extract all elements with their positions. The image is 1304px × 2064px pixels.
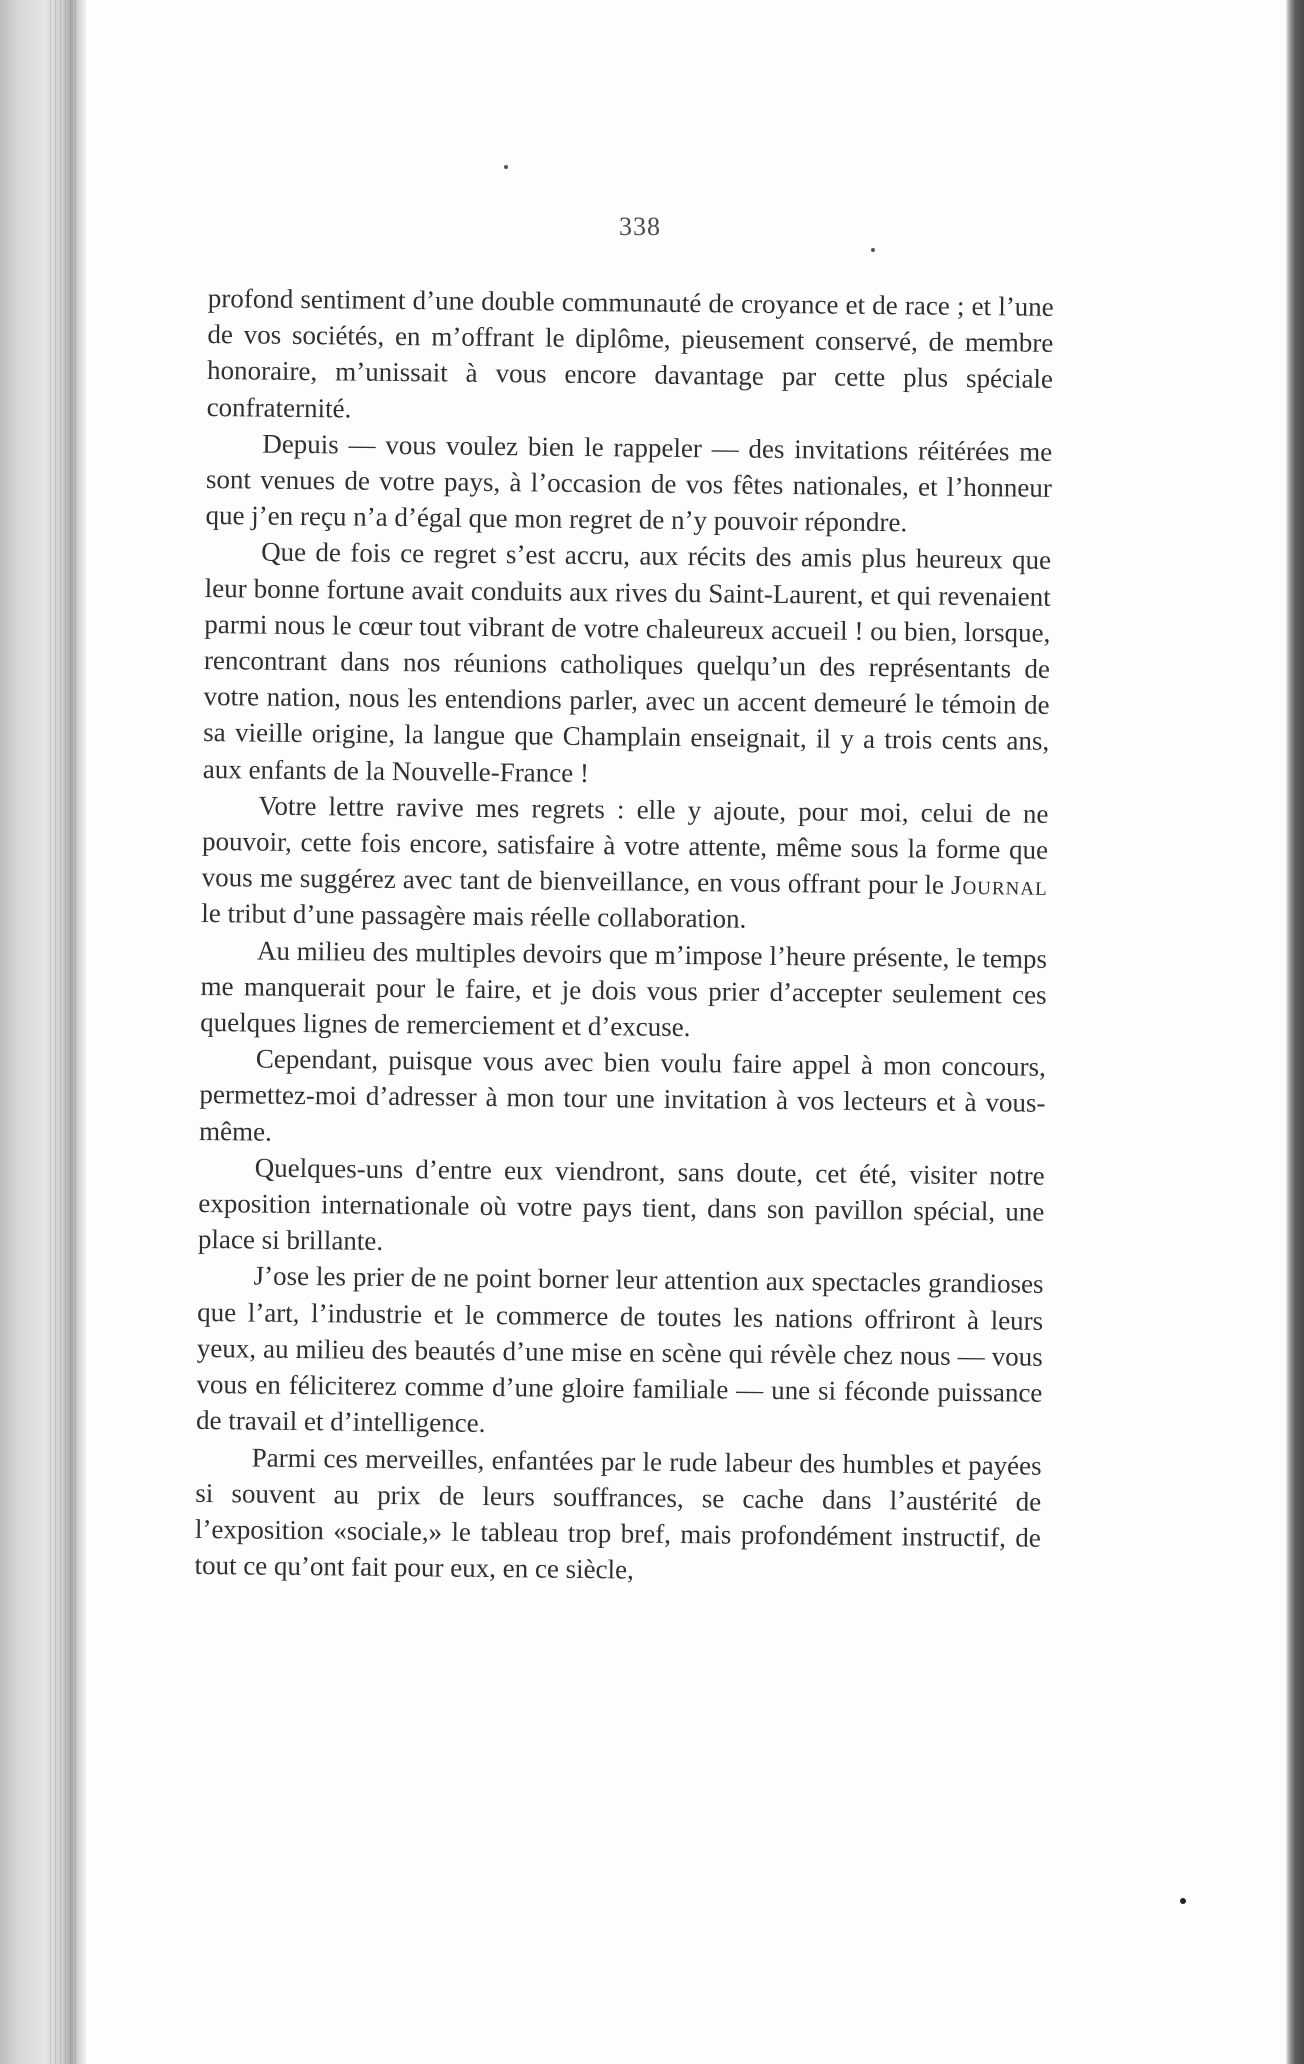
paragraph bbox=[201, 787, 1048, 941]
speck-mark bbox=[504, 165, 508, 169]
paragraph: profond sentiment d’une double communauté de croyance et de race ; et l’une de vos sociétés, en m’offrant le diplôme, pieusement conservé, de membre honoraire, m’unissait à vous encore davantage par cette plus spéciale confraternité. bbox=[206, 282, 1054, 424]
paragraph-text-before: Votre lettre ravive mes regrets : elle y ajoute, pour moi, celui de ne pouvoir, cette fois encore, satisfaire à votre attente, même sous la forme que vous me suggérez avec tant de bienveillance, en vous offrant pour le bbox=[201, 790, 1049, 901]
paragraph-text-after: le tribut d’une passagère mais réelle collaboration. bbox=[201, 898, 747, 935]
page-edge-shadow bbox=[1286, 0, 1304, 2064]
body-text bbox=[194, 280, 1054, 1592]
paragraph: Que de fois ce regret s’est accru, aux récits des amis plus heureux que leur bonne fortune avait conduits aux rives du Saint-Laurent, et qui revenaient parmi nous le cœur tout vibrant de votre chaleureux accueil ! ou bien, lorsque, rencontrant dans nos réunions catholiques quelqu’un des représentants de votre nation, nous les entendions parler, avec un accent demeuré le témoin de sa vieille origine, la langue que Champlain enseignait, il y a trois cents ans, aux enfants de la Nouvelle-France ! bbox=[202, 536, 1052, 788]
binding-edge-lines bbox=[50, 0, 76, 2064]
paragraph: J’ose les prier de ne point borner leur attention aux spectacles grandioses que l’art, l’industrie et le commerce de toutes les nations offriront à leurs yeux, au milieu des beautés d’une mise en scène qui révèle chez nous — vous vous en féliciterez comme d’une gloire familiale — une si féconde puissance de travail et d’intelligence. bbox=[195, 1261, 1044, 1439]
speck-mark bbox=[871, 248, 875, 252]
page-number: 338 bbox=[619, 212, 661, 241]
speck-mark bbox=[1180, 1898, 1186, 1904]
journal-title: Journal bbox=[950, 870, 1048, 902]
paragraph: Parmi ces merveilles, enfantées par le rude labeur des humbles et payées si souvent au prix de leurs souffrances, se cache dans l’austérité de l’exposition «sociale,» le tableau trop bref, mais profondément instructif, de tout ce qu’ont fait pour eux, en ce siècle, bbox=[194, 1442, 1042, 1585]
paragraph: Quelques-uns d’entre eux viendront, sans doute, cet été, visiter notre exposition internationale où votre pays tient, dans son pavillon spécial, une place si brillante. bbox=[197, 1152, 1045, 1257]
paragraph: Cependant, puisque vous avec bien voulu faire appel à mon concours, permettez-moi d’adresser à mon tour une invitation à vos lecteurs et à vous-même. bbox=[198, 1043, 1046, 1147]
paragraph: Depuis — vous voulez bien le rappeler — des invitations réitérées me sont venues de votre pays, à l’occasion de vos fêtes nationales, et l’honneur que j’en reçu n’a d’égal que mon regret de n’y pouvoir répondre. bbox=[205, 428, 1053, 538]
paragraph: Au milieu des multiples devoirs que m’impose l’heure présente, le temps me manquerait pour le faire, et je dois vous prier d’accepter seulement ces quelques lignes de remerciement et d’excuse. bbox=[200, 935, 1048, 1043]
